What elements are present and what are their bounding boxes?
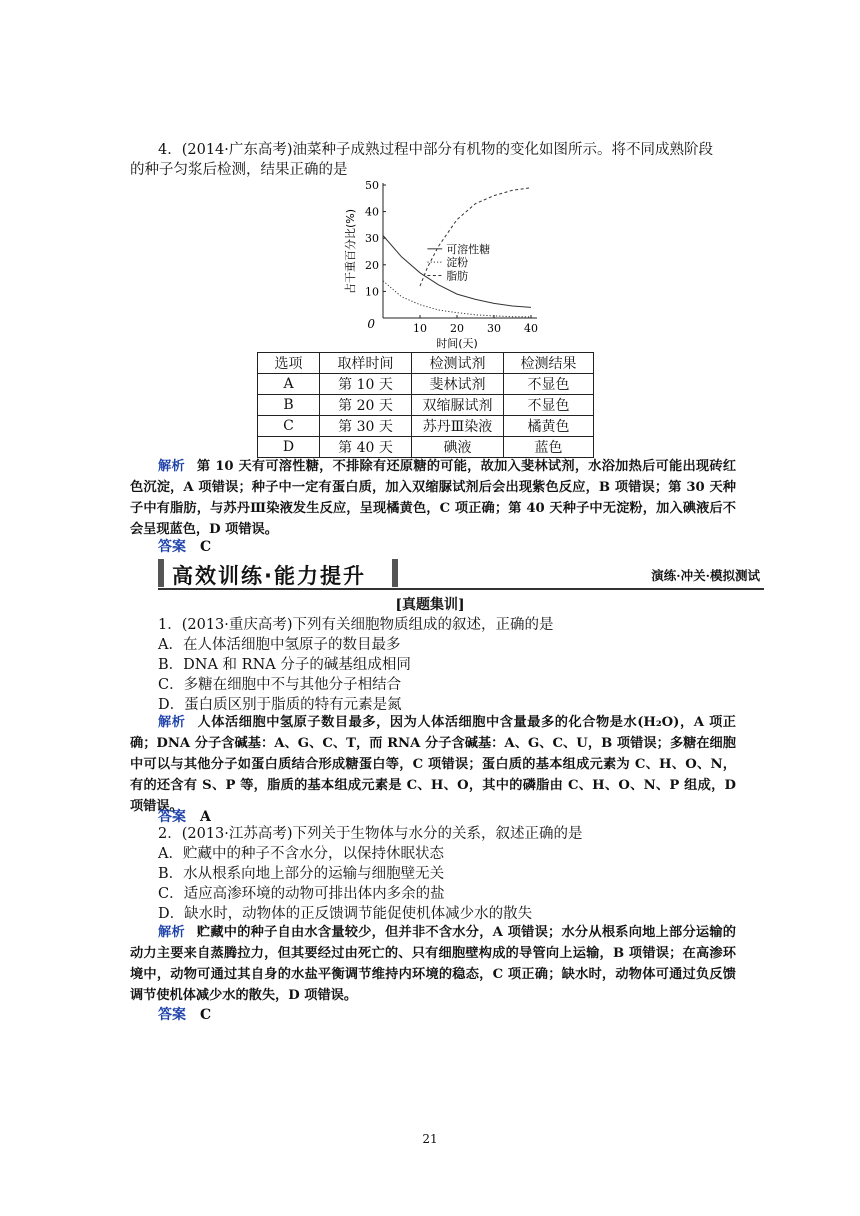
table-cell: D	[258, 437, 320, 458]
line-chart	[340, 176, 560, 351]
series-line-3	[420, 188, 531, 286]
table-row	[258, 416, 594, 437]
table-row	[258, 374, 594, 395]
legend-label: 脂肪	[446, 269, 469, 283]
q4-stem-line1: 4．(2014·广东高考)油菜种子成熟过程中部分有机物的变化如图所示。将不同成熟阶段	[158, 142, 714, 158]
q2-answer	[158, 1004, 211, 1024]
answer-value: C	[200, 539, 212, 555]
q4-explanation	[130, 456, 736, 540]
answer-value: C	[200, 1007, 212, 1023]
q2-option-c: C．适应高渗环境的动物可排出体内多余的盐	[158, 886, 445, 902]
y-tick-label: 20	[365, 258, 379, 272]
banner-title: 高效训练·能力提升	[172, 564, 366, 588]
explanation-text: 人体活细胞中氢原子数目最多，因为人体活细胞中含量最多的化合物是水(H₂O)，A 项正确；DNA 分子含碱基：A、G、C、T，而 RNA 分子含碱基：A、G、C、U，B 项错误；多糖在细胞中可以与其他分子如蛋白质结合形成糖蛋白等，C 项错误；蛋白质的基本组成元素为 C、H、O、N，有的还含有 S、P 等，脂质的基本组成元素是 C、H、O，其中的磷脂由 C、H、O、N、P 组成，D 项错误。	[130, 715, 736, 814]
table-header-cell: 检测结果	[504, 353, 594, 374]
explanation-label: 解析	[158, 715, 186, 730]
explanation-label: 解析	[158, 925, 185, 940]
answer-label: 答案	[158, 1007, 186, 1023]
q2-option-b: B．水从根系向地上部分的运输与细胞壁无关	[158, 866, 445, 882]
banner-bar-right	[392, 559, 398, 587]
table-cell: C	[258, 416, 320, 437]
y-tick-label: 30	[365, 232, 379, 246]
table-cell: A	[258, 374, 320, 395]
y-tick-label: 10	[365, 285, 379, 299]
q4-stem-line2: 的种子匀浆后检测，结果正确的是	[130, 162, 348, 178]
q2-option-a: A．贮藏中的种子不含水分，以保持休眠状态	[158, 846, 444, 862]
table-cell: 斐林试剂	[412, 374, 504, 395]
table-cell: 第 30 天	[320, 416, 412, 437]
table-cell: 第 10 天	[320, 374, 412, 395]
answer-value: A	[200, 809, 211, 825]
x-tick-label: 40	[524, 322, 538, 335]
table-cell: 第 40 天	[320, 437, 412, 458]
explanation-label: 解析	[158, 459, 185, 474]
table-cell: 橘黄色	[504, 416, 594, 437]
options-table	[257, 352, 594, 458]
table-header-cell: 取样时间	[320, 353, 412, 374]
q2-stem: 2．(2013·江苏高考)下列关于生物体与水分的关系，叙述正确的是	[158, 826, 583, 842]
table-cell: 双缩脲试剂	[412, 395, 504, 416]
table-header-row	[258, 353, 594, 374]
table-header-cell: 选项	[258, 353, 320, 374]
q1-option-a: A．在人体活细胞中氢原子的数目最多	[158, 637, 401, 653]
table-cell: 不显色	[504, 395, 594, 416]
q1-answer	[158, 806, 211, 826]
banner-bar-left	[158, 559, 164, 587]
q1-option-b: B．DNA 和 RNA 分子的碱基组成相同	[158, 657, 411, 673]
y-tick-label: 50	[365, 179, 379, 192]
answer-label: 答案	[158, 539, 186, 555]
banner-tag: 演练·冲关·模拟测试	[651, 568, 760, 583]
y-tick-label: 40	[365, 205, 379, 219]
table-header-cell: 检测试剂	[412, 353, 504, 374]
table-cell: 碘液	[412, 437, 504, 458]
explanation-text: 贮藏中的种子自由水含量较少，但并非不含水分，A 项错误；水分从根系向地上部分运输的动力主要来自蒸腾拉力，但其要经过由死亡的、只有细胞壁构成的导管向上运输，B 项错误；在高渗环境中，动物可通过其自身的水盐平衡调节维持内环境的稳态，C 项正确；缺水时，动物体可通过负反馈调节使机体减少水的散失，D 项错误。	[130, 925, 736, 1003]
table-cell: 蓝色	[504, 437, 594, 458]
table-row	[258, 395, 594, 416]
x-tick-label: 30	[487, 322, 501, 335]
table-cell: 第 20 天	[320, 395, 412, 416]
q2-explanation	[130, 922, 736, 1006]
table-cell: 苏丹Ⅲ染液	[412, 416, 504, 437]
table-cell: B	[258, 395, 320, 416]
legend-label: 淀粉	[446, 256, 469, 270]
y-axis-label: 占干重百分比(%)	[344, 208, 357, 295]
series-line-2	[383, 281, 531, 317]
q1-explanation	[130, 712, 736, 817]
banner-rule	[158, 588, 764, 590]
origin-label: 0	[367, 317, 375, 331]
q4-answer	[158, 536, 211, 556]
page-number: 21	[422, 1132, 438, 1146]
answer-label: 答案	[158, 809, 186, 825]
table-cell: 不显色	[504, 374, 594, 395]
x-tick-label: 10	[413, 322, 427, 335]
explanation-text: 第 10 天有可溶性糖，不排除有还原糖的可能，故加入斐林试剂，水浴加热后可能出现砖红色沉淀，A 项错误；种子中一定有蛋白质，加入双缩脲试剂后会出现紫色反应，B 项错误；第 30 天种子中有脂肪，与苏丹Ⅲ染液发生反应，呈现橘黄色，C 项正确；第 40 天种子中无淀粉，加入碘液后不会呈现蓝色，D 项错误。	[130, 459, 737, 537]
legend-label: 可溶性糖	[446, 242, 491, 256]
q1-option-d: D．蛋白质区别于脂质的特有元素是氮	[158, 697, 402, 713]
section-banner	[158, 559, 398, 587]
section-subhead: [真题集训]	[395, 597, 465, 613]
q1-stem: 1．(2013·重庆高考)下列有关细胞物质组成的叙述，正确的是	[158, 617, 554, 633]
q1-option-c: C．多糖在细胞中不与其他分子相结合	[158, 677, 402, 693]
x-tick-label: 20	[450, 322, 464, 335]
table-row	[258, 437, 594, 458]
q2-option-d: D．缺水时，动物体的正反馈调节能促使机体减少水的散失	[158, 906, 533, 922]
x-axis-label: 时间(天)	[436, 337, 478, 350]
